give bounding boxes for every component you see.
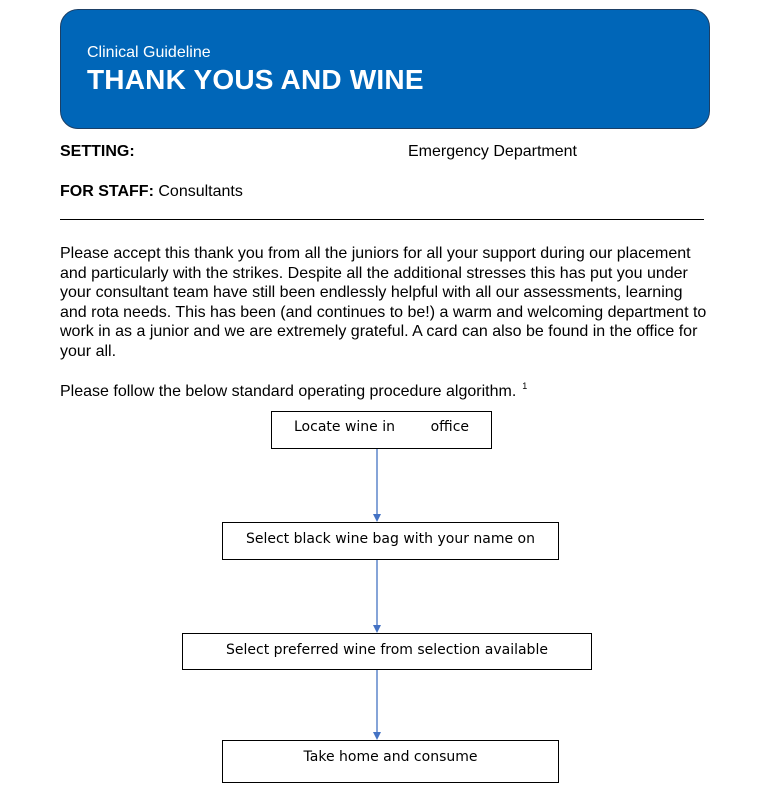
arrowhead-1 <box>373 514 381 522</box>
flowchart-connectors <box>373 449 381 740</box>
setting-label: SETTING: <box>60 143 135 160</box>
staff-value: Consultants <box>158 183 243 200</box>
banner-subtitle: Clinical Guideline <box>87 44 211 61</box>
flow-step-select-wine: Select preferred wine from selection available <box>182 633 592 670</box>
flow-step-take-home: Take home and consume <box>222 740 559 783</box>
procedure-intro-text: Please follow the below standard operating procedure algorithm. <box>60 383 517 400</box>
banner-title: THANK YOUS AND WINE <box>87 64 424 95</box>
setting-value: Emergency Department <box>408 143 577 160</box>
staff-label: FOR STAFF: <box>60 183 154 200</box>
footnote-marker: 1 <box>522 381 528 391</box>
flow-step-locate-wine: Locate wine in office <box>271 411 492 449</box>
arrowhead-3 <box>373 732 381 740</box>
thank-you-paragraph: Please accept this thank you from all the juniors for all your support during our placement and particularly with the strikes. Despite all the additional stresses this has put you under your consultant team have still been endlessly helpful with all our assessments, learning and rota needs. This has been (and continues to be!) a warm and welcoming department to work in as a junior and we are extremely grateful. A card can also be found in the office for your all. <box>60 245 707 360</box>
arrowhead-2 <box>373 625 381 633</box>
flow-step-select-bag: Select black wine bag with your name on <box>222 522 559 560</box>
